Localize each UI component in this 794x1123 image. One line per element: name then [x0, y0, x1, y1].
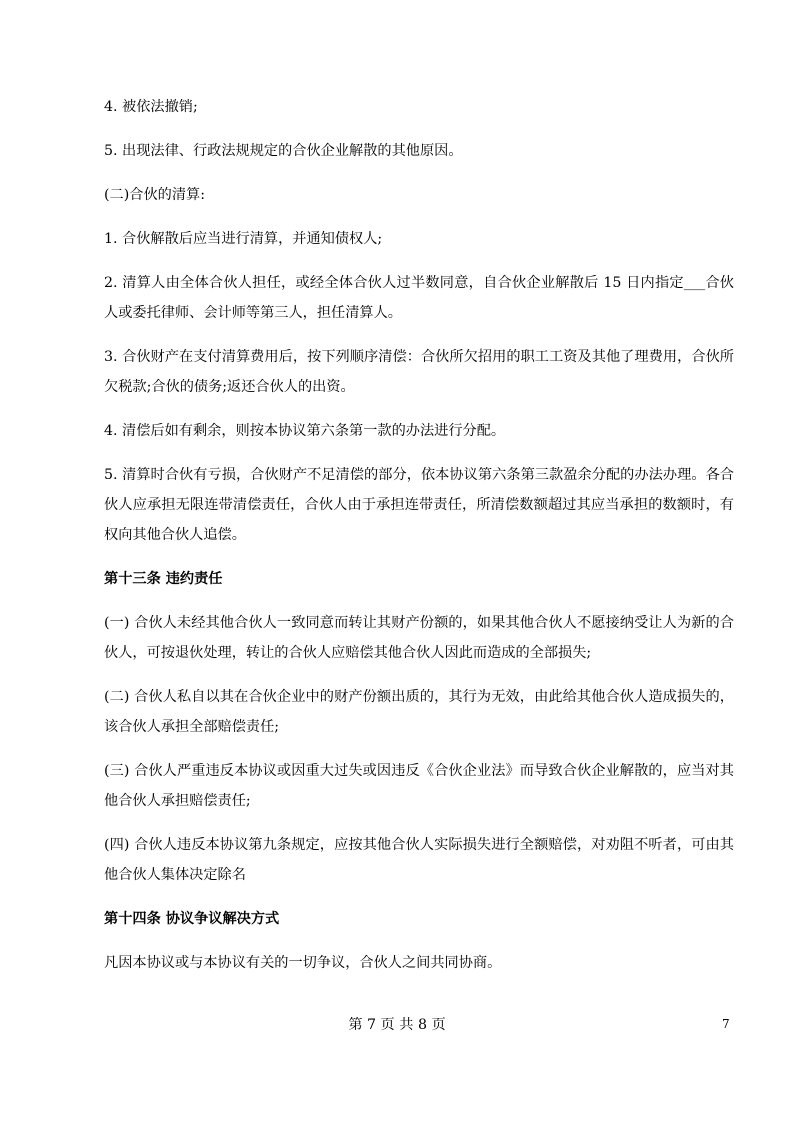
- article-heading-14: 第十四条 协议争议解决方式: [104, 911, 280, 927]
- paragraph: (四) 合伙人违反本协议第九条规定，应按其他合伙人实际损失进行全额赔偿，对劝阻不听者，可由其他合伙人集体决定除名: [104, 837, 734, 883]
- paragraph: (一) 合伙人未经其他合伙人一致同意而转让其财产份额的，如果其他合伙人不愿接纳受让人为新的合伙人，可按退伙处理，转让的合伙人应赔偿其他合伙人因此而造成的全部损失;: [104, 615, 734, 661]
- paragraph: 3. 合伙财产在支付清算费用后，按下列顺序清偿：合伙所欠招用的职工工资及其他了理费用，合伙所欠税款;合伙的债务;返还合伙人的出资。: [104, 349, 734, 395]
- document-body: [104, 92, 734, 992]
- paragraph: 4. 被依法撤销;: [104, 99, 198, 115]
- paragraph: (三) 合伙人严重违反本协议或因重大过失或因违反《合伙企业法》而导致合伙企业解散的，应当对其他合伙人承担赔偿责任;: [104, 763, 734, 809]
- paragraph: 1. 合伙解散后应当进行清算，并通知债权人;: [104, 231, 383, 247]
- paragraph: 5. 出现法律、行政法规规定的合伙企业解散的其他原因。: [104, 143, 463, 159]
- paragraph-text: 2. 清算人由全体合伙人担任，或经全体合伙人过半数同意，自合伙企业解散后 15 日内指定___合伙人或委托律师、会计师等第三人，担任清算人。: [104, 275, 734, 321]
- article-heading-13: 第十三条 违约责任: [104, 571, 223, 587]
- page-footer-label: 第 7 页 共 8 页: [348, 1017, 446, 1033]
- paragraph: 4. 清偿后如有剩余，则按本协议第六条第一款的办法进行分配。: [104, 423, 506, 439]
- paragraph: 5. 清算时合伙有亏损，合伙财产不足清偿的部分，依本协议第六条第三款盈余分配的办法办理。各合伙人应承担无限连带清偿责任，合伙人由于承担连带责任，所清偿数额超过其应当承担的数额时，有权向其他合伙人追偿。: [104, 467, 734, 543]
- paragraph: [0, 268, 734, 328]
- page-number: 7: [722, 1017, 730, 1031]
- paragraph: (二) 合伙人私自以其在合伙企业中的财产份额出质的，其行为无效，由此给其他合伙人造成损失的，该合伙人承担全部赔偿责任;: [104, 689, 734, 735]
- paragraph: 凡因本协议或与本协议有关的一切争议，合伙人之间共同协商。: [104, 955, 502, 971]
- section-subheading: (二)合伙的清算:: [104, 187, 205, 203]
